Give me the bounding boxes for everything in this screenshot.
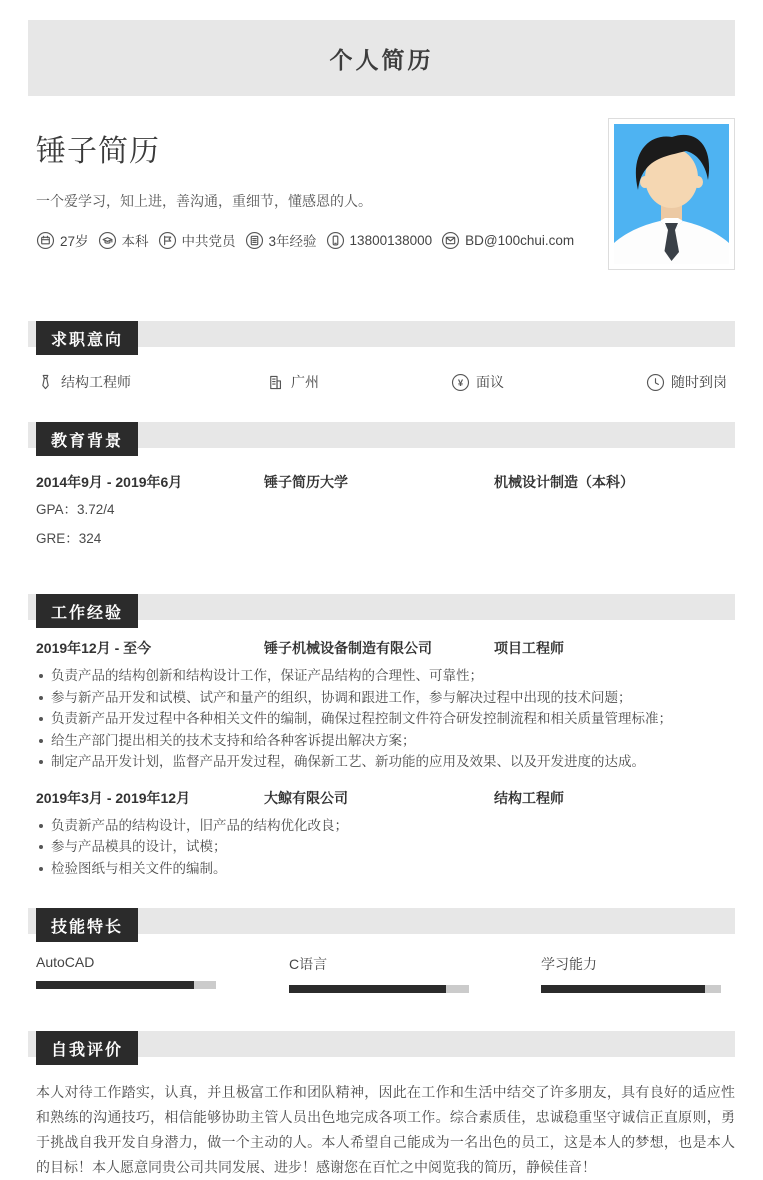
phone-item — [326, 231, 433, 250]
skill-name: C语言 — [289, 956, 328, 972]
skill-item — [541, 954, 735, 993]
work-bullet: 参与产品模具的设计，试模； — [36, 836, 735, 858]
education-period: 2014年9月 - 2019年6月 — [36, 474, 183, 490]
skills-grid — [28, 954, 735, 993]
work-role: 项目工程师 — [494, 640, 564, 656]
work-bullet: 负责新产品开发过程中各种相关文件的编制，确保过程控制文件符合研发控制流程和相关质量管理标准； — [36, 708, 735, 730]
section-self-evaluation — [28, 1031, 735, 1065]
section-title: 教育背景 — [36, 422, 138, 456]
email-icon — [441, 231, 460, 250]
work-header-row — [36, 788, 735, 808]
profile-header — [28, 126, 735, 284]
work-company: 大鲸有限公司 — [264, 789, 348, 806]
work-header-row — [36, 638, 735, 658]
section-education — [28, 422, 735, 456]
candidate-name: 锤子简历 — [36, 135, 160, 168]
degree-text: 本科 — [121, 234, 149, 249]
calendar-icon — [36, 231, 55, 250]
work-bullet: 参与新产品开发和试模、试产和量产的组织，协调和跟进工作，参与解决过程中出现的技术问题； — [36, 687, 735, 709]
clock-icon — [646, 373, 665, 392]
section-title: 求职意向 — [36, 321, 138, 355]
experience-text: 3年经验 — [268, 234, 317, 249]
self-evaluation-text: 本人对待工作踏实，认真，并且极富工作和团队精神，因此在工作和生活中结交了许多朋友，具有良好的适应性和熟练的沟通技巧，相信能够协助主管人员出色地完成各项工作。综合素质佳，忠诚稳重坚守诚信正直原则，勇于挑战自我开发自身潜力，做一个主动的人。本人希望自己能成为一名出色的员工，这是本人的梦想，也是本人的目标！本人愿意同贵公司共同发展、进步！感谢您在百忙之中阅览我的简历，静候佳音！ — [36, 1084, 735, 1175]
skill-bar — [541, 985, 721, 993]
work-bullet: 负责新产品的结构设计，旧产品的结构优化改良； — [36, 815, 735, 837]
expected-salary: ¥ 面议 — [451, 372, 646, 392]
education-gpa: GPA：3.72/4 — [36, 502, 115, 517]
work-company: 锤子机械设备制造有限公司 — [264, 640, 432, 656]
building-icon — [266, 373, 285, 392]
section-skills — [28, 908, 735, 942]
work-bullets — [36, 815, 735, 880]
skill-fill — [36, 981, 194, 989]
work-entry — [28, 638, 735, 773]
availability: 随时到岗 — [646, 372, 735, 392]
work-period: 2019年12月 - 至今 — [36, 640, 152, 656]
party-text: 中共党员 — [181, 234, 236, 249]
work-entry — [28, 788, 735, 880]
section-job-intention — [28, 321, 735, 355]
degree-item — [98, 230, 149, 250]
skill-fill — [289, 985, 446, 993]
target-position: 结构工程师 — [36, 372, 266, 392]
work-bullets — [36, 665, 735, 773]
page-title: 个人简历 — [28, 20, 735, 96]
work-role: 结构工程师 — [494, 789, 564, 806]
education-school: 锤子简历大学 — [264, 474, 348, 490]
target-city: 广州 — [266, 372, 451, 392]
email-text: BD@100chui.com — [465, 232, 575, 248]
work-period: 2019年3月 - 2019年12月 — [36, 789, 191, 806]
phone-text: 13800138000 — [349, 232, 433, 248]
education-header-row — [36, 472, 735, 492]
section-title: 自我评价 — [36, 1031, 138, 1065]
email-item — [441, 231, 574, 250]
skill-item — [36, 954, 289, 993]
party-flag-icon — [158, 231, 177, 250]
work-bullet: 给生产部门提出相关的技术支持和给各种客诉提出解决方案； — [36, 730, 735, 752]
avatar — [608, 118, 735, 270]
skill-bar — [289, 985, 469, 993]
salary-yuan-icon — [451, 373, 470, 392]
tie-icon — [36, 373, 55, 392]
section-work — [28, 594, 735, 628]
work-bullet: 负责产品的结构创新和结构设计工作，保证产品结构的合理性、可靠性； — [36, 665, 735, 687]
experience-item — [245, 230, 317, 250]
education-major: 机械设计制造（本科） — [494, 474, 634, 490]
education-entry — [28, 472, 735, 550]
age-text: 27岁 — [60, 234, 89, 249]
age-item — [36, 230, 89, 250]
education-gre: GRE：324 — [36, 531, 102, 546]
section-title: 工作经验 — [36, 594, 138, 628]
skill-name: 学习能力 — [541, 956, 597, 972]
section-title: 技能特长 — [36, 908, 138, 942]
work-bullet: 检验图纸与相关文件的编制。 — [36, 858, 735, 880]
skill-item — [289, 954, 541, 993]
party-item — [158, 230, 236, 250]
svg-text:¥: ¥ — [457, 377, 464, 389]
degree-icon — [98, 231, 117, 250]
work-bullet: 制定产品开发计划，监督产品开发过程，确保新工艺、新功能的应用及效果、以及开发进度的达成。 — [36, 751, 735, 773]
skill-name: AutoCAD — [36, 954, 95, 970]
skill-fill — [541, 985, 705, 993]
phone-icon — [326, 231, 345, 250]
candidate-tagline: 一个爱学习，知上进，善沟通，重细节，懂感恩的人。 — [36, 193, 372, 209]
experience-doc-icon — [245, 231, 264, 250]
job-intention-row — [28, 372, 735, 392]
skill-bar — [36, 981, 216, 989]
